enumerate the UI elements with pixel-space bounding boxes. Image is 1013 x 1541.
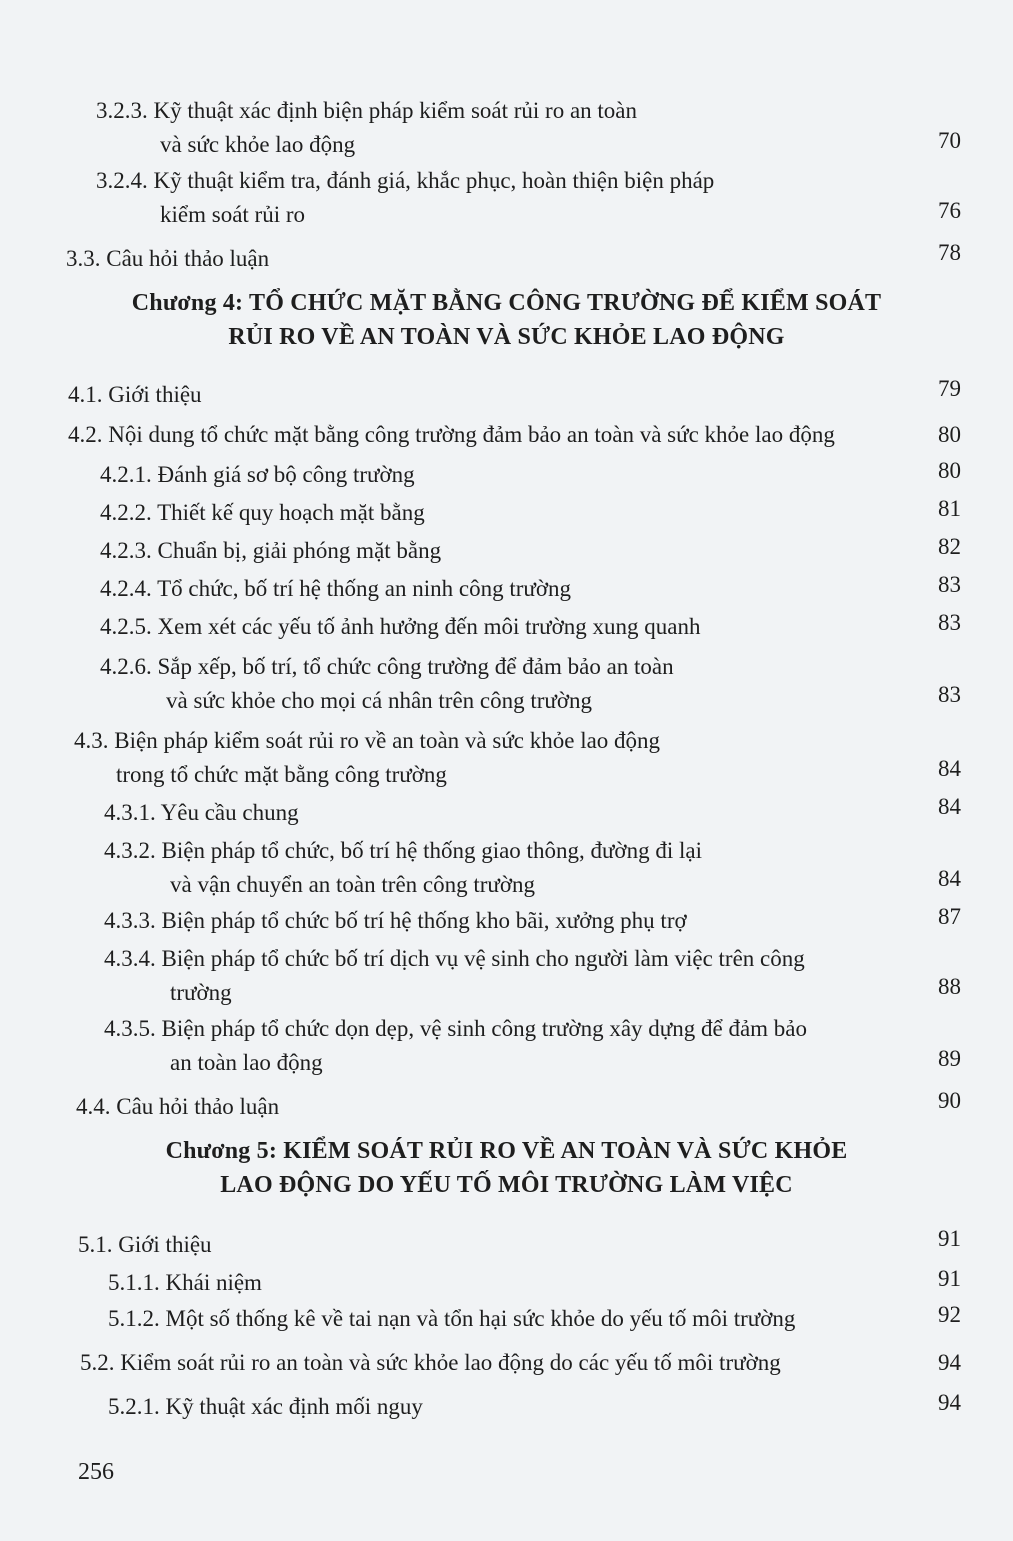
toc-page-number: 92 [938,1302,961,1327]
chapter-heading [0,1134,1013,1202]
toc-entry-line: an toàn lao động [170,1050,323,1075]
toc-page-number: 84 [938,866,961,891]
toc-entry-line: 5.1.1. Khái niệm [108,1270,262,1295]
toc-entry [104,942,805,1010]
toc-entry-line: 4.3.1. Yêu cầu chung [104,800,299,825]
toc-entry-line: 4.3.2. Biện pháp tổ chức, bố trí hệ thống giao thông, đường đi lại [104,838,702,863]
toc-entry-line: và sức khỏe lao động [160,132,356,157]
toc-entry-line: 4.3. Biện pháp kiểm soát rủi ro về an toàn và sức khỏe lao động [74,728,661,753]
chapter-heading-line: RỦI RO VỀ AN TOÀN VÀ SỨC KHỎE LAO ĐỘNG [228,324,785,350]
page-footer-number: 256 [78,1459,114,1485]
toc-entry-line: 3.3. Câu hỏi thảo luận [66,246,270,271]
toc-page-number: 78 [938,240,961,265]
toc-entry-line: 3.2.4. Kỹ thuật kiểm tra, đánh giá, khắc phục, hoàn thiện biện pháp [96,168,715,193]
toc-page-number: 80 [938,458,961,483]
toc-entry [100,458,415,492]
toc-entry-line: 5.2.1. Kỹ thuật xác định mối nguy [108,1394,423,1419]
toc-page-number: 70 [938,128,961,153]
toc-page-number: 79 [938,376,961,401]
toc-entry [96,94,637,162]
toc-page-number: 91 [938,1226,961,1251]
toc-entry-line: 4.2.2. Thiết kế quy hoạch mặt bằng [100,500,425,525]
toc-entry [96,164,714,232]
toc-page-number: 89 [938,1046,961,1071]
toc-page-number: 80 [938,422,961,447]
toc-entry [66,242,269,276]
toc-entry [80,1346,781,1380]
toc-entry [100,650,674,718]
toc-page-number: 91 [938,1266,961,1291]
toc-page-number: 87 [938,904,961,929]
toc-page-number: 83 [938,682,961,707]
toc-page-number: 83 [938,610,961,635]
chapter-heading-line: LAO ĐỘNG DO YẾU TỐ MÔI TRƯỜNG LÀM VIỆC [220,1172,793,1198]
toc-entry [100,572,571,606]
toc-entry-line: 4.2.4. Tổ chức, bố trí hệ thống an ninh công trường [100,576,572,601]
toc-entry [108,1266,262,1300]
toc-page-number: 84 [938,756,961,781]
toc-page-number: 81 [938,496,961,521]
toc-entry-line: 4.4. Câu hỏi thảo luận [76,1094,280,1119]
toc-page-number: 76 [938,198,961,223]
toc-entry-line: 4.2.3. Chuẩn bị, giải phóng mặt bằng [100,538,442,563]
toc-entry [104,904,687,938]
toc-entry [78,1228,212,1262]
toc-entry [100,496,425,530]
toc-entry-line: 4.2.5. Xem xét các yếu tố ảnh hưởng đến môi trường xung quanh [100,614,701,639]
toc-page-number: 88 [938,974,961,999]
toc-page-number: 83 [938,572,961,597]
chapter-heading-line: Chương 5: KIỂM SOÁT RỦI RO VỀ AN TOÀN VÀ SỨC KHỎE [165,1138,848,1164]
toc-page-number: 90 [938,1088,961,1113]
toc-entry-line: 5.2. Kiểm soát rủi ro an toàn và sức khỏe lao động do các yếu tố môi trường [80,1350,781,1375]
toc-entry [68,418,835,452]
toc-entry [104,1012,807,1080]
toc-entry [76,1090,279,1124]
toc-page-number: 84 [938,794,961,819]
toc-entry-line: và vận chuyển an toàn trên công trường [170,872,536,897]
toc-entry-line: 4.3.5. Biện pháp tổ chức dọn dẹp, vệ sinh công trường xây dựng để đảm bảo [104,1016,808,1041]
toc-entry-line: 4.1. Giới thiệu [68,382,202,407]
toc-entry-line: 4.3.3. Biện pháp tổ chức bố trí hệ thống kho bãi, xưởng phụ trợ [104,908,687,933]
toc-entry [104,834,702,902]
toc-entry-line: kiểm soát rủi ro [160,202,305,227]
toc-entry [68,378,202,412]
toc-entry [104,796,299,830]
toc-page-number: 94 [938,1350,961,1375]
toc-entry-line: 4.2. Nội dung tổ chức mặt bằng công trường đảm bảo an toàn và sức khỏe lao động [68,422,835,447]
toc-entry-line: 5.1. Giới thiệu [78,1232,212,1257]
toc-entry [108,1302,795,1336]
toc-entry-line: 4.2.6. Sắp xếp, bố trí, tổ chức công trường để đảm bảo an toàn [100,654,674,679]
toc-entry [100,534,441,568]
toc-page-number: 82 [938,534,961,559]
toc-entry-line: trong tổ chức mặt bằng công trường [116,762,447,787]
toc-entry [108,1390,423,1424]
chapter-heading [0,286,1013,354]
chapter-heading-line: Chương 4: TỔ CHỨC MẶT BẰNG CÔNG TRƯỜNG ĐỂ KIỂM SOÁT [131,290,882,316]
toc-entry-line: 3.2.3. Kỹ thuật xác định biện pháp kiểm soát rủi ro an toàn [96,98,638,123]
toc-entry-line: trường [170,980,232,1005]
toc-entry-line: 4.3.4. Biện pháp tổ chức bố trí dịch vụ vệ sinh cho người làm việc trên công [104,946,805,971]
toc-entry [100,610,701,644]
toc-entry [74,724,660,792]
toc-entry-line: 5.1.2. Một số thống kê về tai nạn và tổn hại sức khỏe do yếu tố môi trường [108,1306,796,1331]
toc-entry-line: 4.2.1. Đánh giá sơ bộ công trường [100,462,415,487]
toc-entry-line: và sức khỏe cho mọi cá nhân trên công trường [166,688,593,713]
toc-page-number: 94 [938,1390,961,1415]
